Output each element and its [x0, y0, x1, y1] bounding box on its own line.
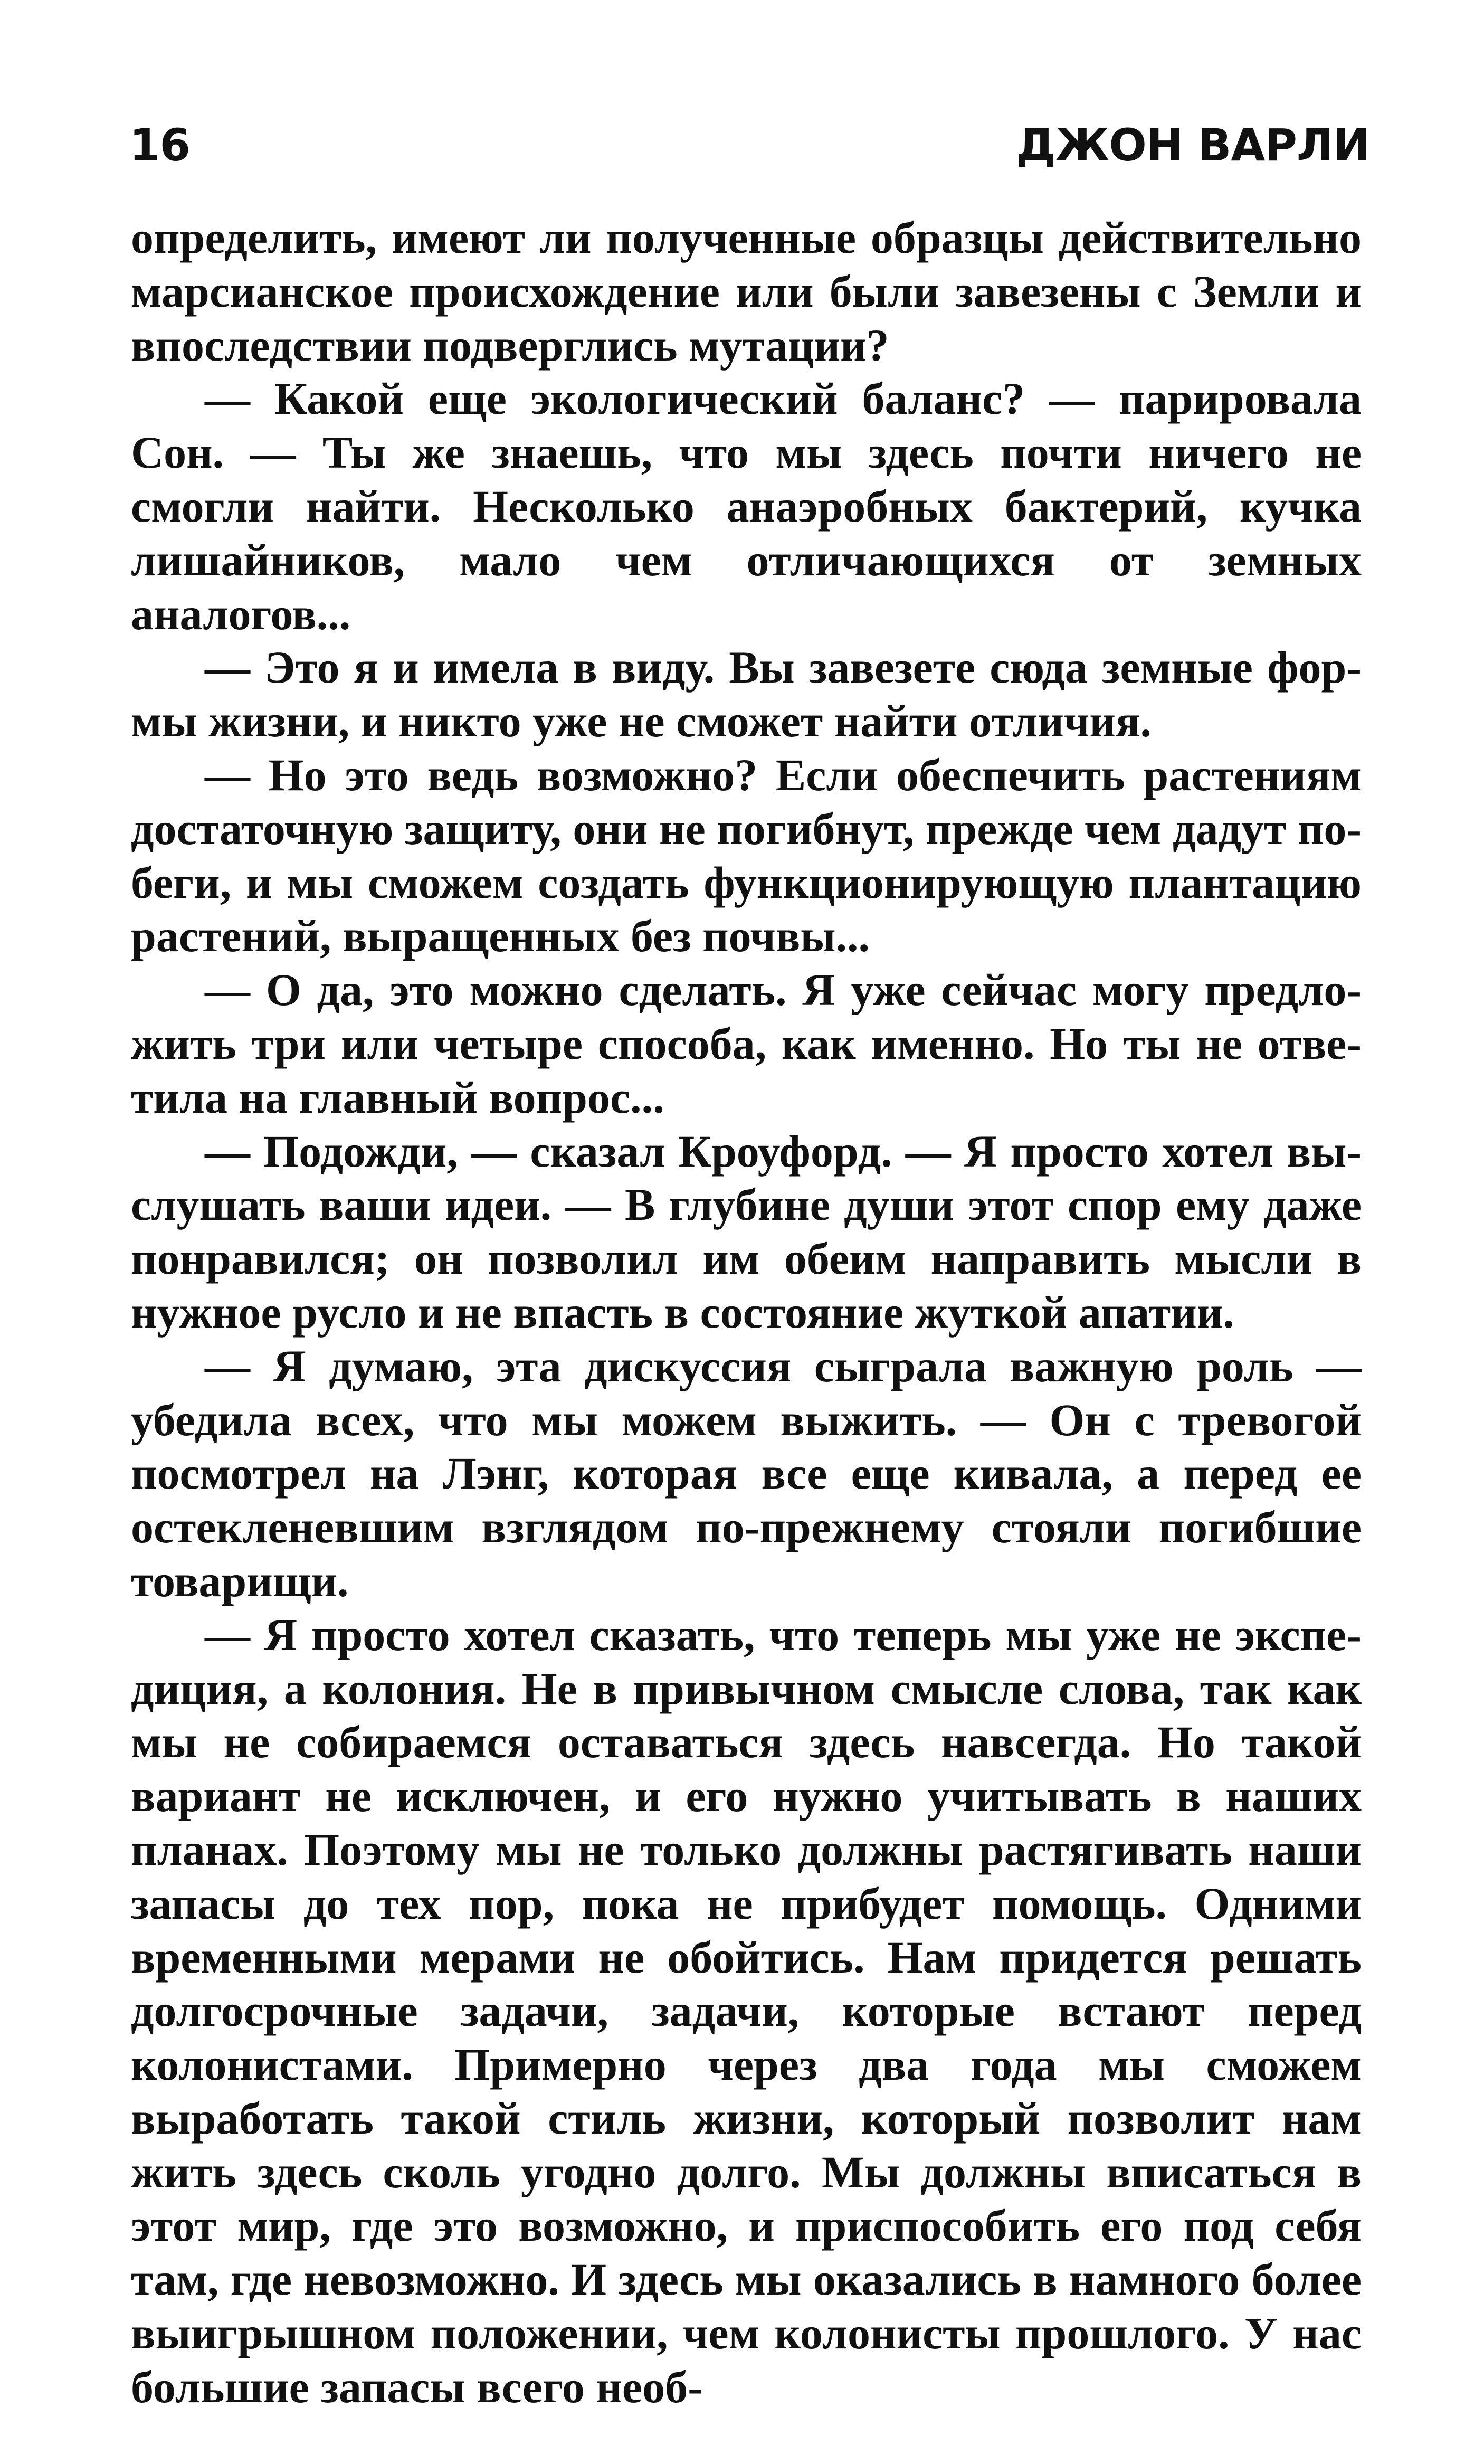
- paragraph: — Но это ведь возможно? Если обеспечить растениям достаточную защиту, они не погибнут, прежде чем дадут побеги, и мы сможем создать функционирующую плантацию растений, выращенных без почвы...: [131, 749, 1362, 962]
- paragraph-continued: определить, имеют ли полученные образцы действительно марсианское происхождение или были завезены с Земли и впоследствии подверглись мутации?: [131, 212, 1362, 371]
- paragraph: — О да, это можно сделать. Я уже сейчас могу предложить три или четыре способа, как именно. Но ты не ответила на главный вопрос...: [131, 964, 1362, 1123]
- paragraph: — Какой еще экологический баланс? — парировала Сон. — Ты же знаешь, что мы здесь почти ничего не смогли найти. Несколько анаэробных бактерий, кучка лишайников, мало чем отличающихся от земных аналогов...: [131, 373, 1362, 639]
- paragraph: — Я просто хотел сказать, что теперь мы уже не экспедиция, а колония. Не в привычном смысле слова, так как мы не собираемся оставаться здесь навсегда. Но такой вариант не исключен, и его нужно учитывать в наших планах. Поэтому мы не только должны растягивать наши запасы до тех пор, пока не прибудет помощь. Одними временными мерами не обойтись. Нам придется решать долгосрочные задачи, задачи, которые встают перед колонистами. Примерно через два года мы сможем выработать такой стиль жизни, который позволит нам жить здесь сколь угодно долго. Мы должны вписаться в этот мир, где это возможно, и приспособить его под себя там, где невозможно. И здесь мы оказались в намного более выигрышном положении, чем колонисты прошлого. У нас большие запасы всего необ-: [131, 1609, 1362, 2412]
- paragraph: — Я думаю, эта дискуссия сыграла важную роль — убедила всех, что мы можем выжить. — Он с тревогой посмотрел на Лэнг, которая все еще кивала, а перед ее остекленевшим взглядом по-прежнему стояли погибшие товарищи.: [131, 1340, 1362, 1606]
- paragraph: — Это я и имела в виду. Вы завезете сюда земные формы жизни, и никто уже не сможет найти отличия.: [131, 642, 1362, 747]
- paragraph: — Подожди, — сказал Кроуфорд. — Я просто хотел выслушать ваши идеи. — В глубине души этот спор ему даже понравился; он позволил им обеим направить мысли в нужное русло и не впасть в состояние жуткой апатии.: [131, 1125, 1362, 1338]
- running-head: [129, 113, 1369, 177]
- page-number: 16: [129, 119, 190, 171]
- running-head-author: ДЖОН ВАРЛИ: [1016, 119, 1369, 171]
- body-text: [131, 211, 1362, 2414]
